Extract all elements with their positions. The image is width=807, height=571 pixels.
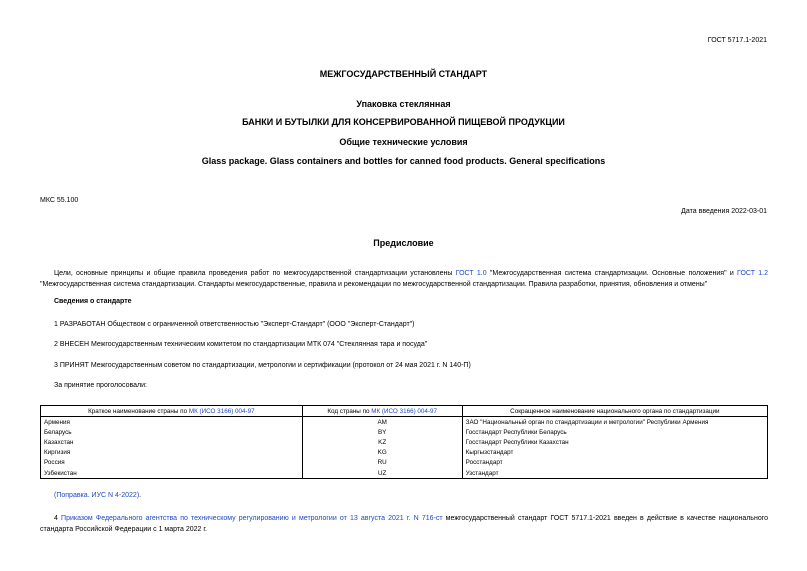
body-cell: Росстандарт — [462, 458, 767, 468]
countries-table — [40, 405, 768, 479]
developed-by-item: 1 РАЗРАБОТАН Обществом с ограниченной ответственностью "Эксперт-Стандарт" (ООО "Эксперт-Стандарт") — [54, 321, 415, 328]
preface-goals-paragraph — [40, 268, 768, 290]
table-row — [41, 417, 768, 428]
code-cell: UZ — [302, 468, 462, 479]
body-cell: ЗАО "Национальный орган по стандартизации и метрологии" Республики Армения — [462, 417, 767, 428]
gost-1-0-link[interactable]: ГОСТ 1.0 — [455, 270, 487, 277]
country-cell: Казахстан — [41, 437, 303, 447]
code-cell: AM — [302, 417, 462, 428]
country-name-header: Краткое наименование страны по МК (ИСО 3166) 004-97 — [41, 406, 303, 417]
body-cell: Госстандарт Республики Беларусь — [462, 427, 767, 437]
body-cell: Кыргызстандарт — [462, 448, 767, 458]
document-code: ГОСТ 5717.1-2021 — [707, 37, 767, 44]
mk-iso-link[interactable]: МК (ИСО 3166) 004-97 — [371, 407, 438, 415]
mks-code: МКС 55.100 — [40, 197, 79, 204]
order-paragraph: 4 Приказом Федерального агентства по техническому регулированию и метрологии от 13 августа 2021 г. N 716-ст межгосударственный стандарт ГОСТ 5717.1-2021 введен в действие в качестве национального стандарта Российской Федерации с 1 марта 2022 г. — [40, 515, 769, 533]
rosstandart-order-link[interactable]: Приказом Федерального агентства по техническому регулированию и метрологии от 13 августа 2021 г. N 716-ст — [61, 515, 443, 522]
country-code-header: Код страны по МК (ИСО 3166) 004-97 — [302, 406, 462, 417]
country-cell: Россия — [41, 458, 303, 468]
country-cell: Узбекистан — [41, 468, 303, 479]
order-text: межгосударственный стандарт ГОСТ 5717.1-2021 введен в действие в качестве национального стандарта Российской Федерации с 1 марта 2022 г. — [40, 515, 769, 533]
goals-text-3: "Межгосударственная система стандартизации. Стандарты межгосударственные, правила и рекомендации по межгосударственной стандартизации. Правила разработки, принятия, обновления и отмены" — [40, 281, 708, 288]
code-cell: RU — [302, 458, 462, 468]
mk-iso-link[interactable]: МК (ИСО 3166) 004-97 — [188, 407, 255, 415]
country-cell: Беларусь — [41, 427, 303, 437]
gost-1-2-link[interactable]: ГОСТ 1.2 — [737, 270, 768, 277]
amendment-note: (Поправка. ИУС N 4-2022). — [54, 492, 142, 499]
title-heading: БАНКИ И БУТЫЛКИ ДЛЯ КОНСЕРВИРОВАННОЙ ПИЩЕВОЙ ПРОДУКЦИИ — [242, 117, 565, 127]
spec-heading: Общие технические условия — [339, 137, 468, 147]
submitted-by-item: 2 ВНЕСЕН Межгосударственным техническим комитетом по стандартизации МТК 074 "Стеклянная тара и посуда" — [54, 341, 428, 348]
country-cell: Киргизия — [41, 448, 303, 458]
goals-text-2: "Межгосударственная система стандартизации. Основные положения" и — [486, 270, 738, 277]
standards-body-header: Сокращенное наименование национального органа по стандартизации — [462, 406, 767, 417]
table-row — [41, 427, 768, 437]
table-row — [41, 468, 768, 479]
table-header-row — [41, 406, 768, 417]
table-row — [41, 458, 768, 468]
code-cell: BY — [302, 427, 462, 437]
code-cell: KG — [302, 448, 462, 458]
country-cell: Армения — [41, 417, 303, 428]
table-row — [41, 448, 768, 458]
code-cell: KZ — [302, 437, 462, 447]
amendment-link[interactable]: (Поправка. ИУС N 4-2022) — [54, 492, 140, 499]
subject-heading: Упаковка стеклянная — [356, 99, 451, 109]
goals-text-1: Цели, основные принципы и общие правила проведения работ по межгосударственной стандартизации установлены — [54, 270, 456, 277]
adopted-by-item: 3 ПРИНЯТ Межгосударственным советом по стандартизации, метрологии и сертификации (протокол от 24 мая 2021 г. N 140-П) — [54, 362, 471, 369]
introduction-date: Дата введения 2022-03-01 — [681, 208, 767, 215]
body-cell: Узстандарт — [462, 468, 767, 479]
preface-heading: Предисловие — [373, 238, 434, 248]
voted-label: За принятие проголосовали: — [54, 382, 147, 389]
english-title: Glass package. Glass containers and bottles for canned food products. General specifications — [201, 156, 606, 166]
standard-type-heading: МЕЖГОСУДАРСТВЕННЫЙ СТАНДАРТ — [319, 69, 488, 79]
table-row — [41, 437, 768, 447]
body-cell: Госстандарт Республики Казахстан — [462, 437, 767, 447]
standard-info-heading: Сведения о стандарте — [54, 298, 132, 305]
